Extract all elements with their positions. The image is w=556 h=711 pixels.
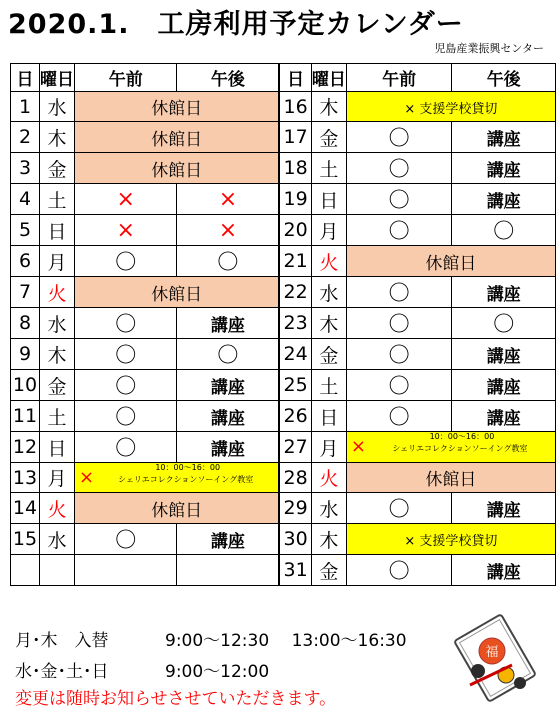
hours-line-1: [15, 626, 407, 651]
am-cell: [346, 555, 452, 586]
pm-cell: [452, 370, 556, 401]
calendar-row: [11, 308, 556, 339]
day-number: 1: [11, 92, 40, 122]
circle-mark-icon: 〇: [115, 343, 137, 367]
day-number: 30: [279, 524, 311, 555]
hours-days-2: 水･金･土･日: [15, 662, 109, 682]
mascot-icon: [450, 613, 540, 703]
header-row: [11, 64, 556, 92]
organization-name: 児島産業振興センター: [434, 42, 544, 55]
day-number: 22: [279, 277, 311, 308]
event-time: 10：00～16：00: [155, 463, 221, 472]
hours-times-1: 9:00～12:30 13:00～16:30: [165, 631, 407, 651]
day-number: 27: [279, 432, 311, 463]
weekday-label: 水: [39, 524, 74, 555]
calendar-row: [11, 524, 556, 555]
circle-mark-icon: 〇: [388, 312, 410, 336]
event-name: シェリエコレクションソーイング教室: [392, 444, 528, 453]
day-number: 3: [11, 153, 40, 184]
closed-day-cell: [346, 246, 555, 277]
circle-mark-icon: 〇: [217, 343, 239, 367]
calendar-row: [11, 215, 556, 246]
empty-cell: [177, 555, 279, 586]
circle-mark-icon: 〇: [115, 312, 137, 336]
circle-mark-icon: 〇: [493, 219, 515, 243]
calendar-table: [10, 63, 556, 586]
weekday-label: 火: [39, 277, 74, 308]
weekday-label: 月: [311, 432, 346, 463]
am-cell: [74, 370, 176, 401]
lecture-label: 講座: [210, 408, 245, 429]
weekday-label: 日: [39, 215, 74, 246]
am-cell: [74, 308, 176, 339]
pm-cell: [452, 215, 556, 246]
reserved-cell: [346, 92, 555, 122]
day-number: 28: [279, 463, 311, 493]
day-number: 19: [279, 184, 311, 215]
pm-cell: [452, 308, 556, 339]
change-notice: 変更は随時お知らせさせていただきます。: [15, 689, 337, 709]
lecture-label: 講座: [486, 160, 521, 181]
day-number: 18: [279, 153, 311, 184]
header-pm: 午後: [452, 64, 556, 92]
weekday-label: 水: [39, 92, 74, 122]
closed-day-cell: [74, 92, 279, 122]
day-number: 10: [11, 370, 40, 401]
closed-label: 休館日: [151, 160, 203, 181]
weekday-label: 火: [39, 493, 74, 524]
calendar-row: [11, 401, 556, 432]
pm-cell: [177, 308, 279, 339]
day-number: 15: [11, 524, 40, 555]
pm-cell: [177, 401, 279, 432]
am-cell: [74, 401, 176, 432]
circle-mark-icon: 〇: [115, 436, 137, 460]
am-cell: [74, 339, 176, 370]
weekday-label: 土: [39, 401, 74, 432]
weekday-label: 火: [311, 246, 346, 277]
closed-label: 休館日: [151, 500, 203, 521]
weekday-label: 火: [311, 463, 346, 493]
pm-cell: [177, 215, 279, 246]
lecture-label: 講座: [486, 346, 521, 367]
cross-mark-icon: ×: [116, 186, 135, 212]
circle-mark-icon: 〇: [115, 405, 137, 429]
day-number: 13: [11, 463, 40, 493]
weekday-label: 月: [39, 246, 74, 277]
day-number: 26: [279, 401, 311, 432]
weekday-label: 水: [39, 308, 74, 339]
pm-cell: [452, 555, 556, 586]
circle-mark-icon: 〇: [388, 374, 410, 398]
circle-mark-icon: 〇: [115, 250, 137, 274]
header-am: 午前: [346, 64, 452, 92]
circle-mark-icon: 〇: [493, 312, 515, 336]
day-number: 23: [279, 308, 311, 339]
circle-mark-icon: 〇: [115, 374, 137, 398]
weekday-label: 土: [311, 153, 346, 184]
event-cell: [346, 432, 555, 463]
pm-cell: [452, 493, 556, 524]
reserved-label: × 支援学校貸切: [404, 101, 498, 117]
header-pm: 午後: [177, 64, 279, 92]
am-cell: [346, 153, 452, 184]
closed-day-cell: [74, 153, 279, 184]
closed-label: 休館日: [151, 99, 203, 119]
weekday-label: 水: [311, 277, 346, 308]
hours-days-1: 月･木 入替: [15, 631, 109, 651]
lecture-label: 講座: [486, 408, 521, 429]
closed-day-cell: [74, 122, 279, 153]
weekday-label: 月: [39, 463, 74, 493]
day-number: 24: [279, 339, 311, 370]
mascot-badge-text: 福: [485, 645, 499, 660]
lecture-label: 講座: [486, 129, 521, 150]
hours-line-2: [15, 657, 269, 682]
day-number: 20: [279, 215, 311, 246]
day-number: [11, 555, 40, 586]
hours-times-2: 9:00～12:00: [165, 662, 270, 682]
pm-cell: [177, 432, 279, 463]
day-number: 21: [279, 246, 311, 277]
day-number: 8: [11, 308, 40, 339]
pm-cell: [452, 122, 556, 153]
day-number: 12: [11, 432, 40, 463]
lecture-label: 講座: [486, 284, 521, 305]
weekday-label: 木: [311, 92, 346, 122]
day-number: 14: [11, 493, 40, 524]
am-cell: [346, 277, 452, 308]
closed-day-cell: [346, 463, 555, 493]
cross-mark-icon: ×: [350, 436, 366, 457]
weekday-label: 土: [39, 184, 74, 215]
calendar-row: [11, 184, 556, 215]
closed-day-cell: [74, 493, 279, 524]
calendar-row: [11, 92, 556, 122]
lecture-label: 講座: [210, 315, 245, 336]
calendar-row: [11, 493, 556, 524]
closed-day-cell: [74, 277, 279, 308]
calendar-row: [11, 370, 556, 401]
lecture-label: 講座: [486, 377, 521, 398]
event-time: 10：00～16：00: [429, 432, 495, 441]
pm-cell: [452, 184, 556, 215]
lecture-label: 講座: [210, 377, 245, 398]
lecture-label: 講座: [486, 191, 521, 212]
weekday-label: 日: [311, 184, 346, 215]
header-weekday: 曜日: [311, 64, 346, 92]
weekday-label: 木: [39, 339, 74, 370]
weekday-label: 金: [311, 122, 346, 153]
header-weekday: 曜日: [39, 64, 74, 92]
am-cell: [346, 339, 452, 370]
circle-mark-icon: 〇: [388, 343, 410, 367]
am-cell: [346, 493, 452, 524]
cross-mark-icon: ×: [78, 467, 95, 488]
closed-label: 休館日: [425, 470, 477, 490]
weekday-label: 水: [311, 493, 346, 524]
pm-cell: [177, 370, 279, 401]
circle-mark-icon: 〇: [388, 219, 410, 243]
calendar-row: [11, 463, 556, 493]
weekday-label: 木: [311, 308, 346, 339]
pm-cell: [452, 339, 556, 370]
reserved-label: × 支援学校貸切: [404, 534, 498, 549]
am-cell: [74, 184, 176, 215]
am-cell: [346, 401, 452, 432]
calendar-row: [11, 555, 556, 586]
pm-cell: [452, 153, 556, 184]
calendar-row: [11, 432, 556, 463]
day-number: 4: [11, 184, 40, 215]
pm-cell: [177, 339, 279, 370]
weekday-label: 日: [311, 401, 346, 432]
event-name: シェリエコレクションソーイング教室: [118, 475, 254, 484]
am-cell: [74, 215, 176, 246]
cross-mark-icon: ×: [218, 186, 238, 212]
am-cell: [74, 524, 176, 555]
pm-cell: [177, 246, 279, 277]
reserved-cell: [346, 524, 555, 555]
circle-mark-icon: 〇: [388, 188, 410, 212]
day-number: 9: [11, 339, 40, 370]
calendar-row: [11, 277, 556, 308]
weekday-label: 月: [311, 215, 346, 246]
calendar-row: [11, 153, 556, 184]
pm-cell: [452, 277, 556, 308]
lecture-label: 講座: [210, 439, 245, 460]
day-number: 17: [279, 122, 311, 153]
page-title: 2020.1. 工房利用予定カレンダー: [8, 9, 464, 40]
closed-label: 休館日: [151, 129, 203, 150]
pm-cell: [177, 184, 279, 215]
circle-mark-icon: 〇: [388, 126, 410, 150]
calendar-row: [11, 122, 556, 153]
weekday-label: 金: [311, 339, 346, 370]
circle-mark-icon: 〇: [388, 281, 410, 305]
calendar-row: [11, 339, 556, 370]
day-number: 11: [11, 401, 40, 432]
weekday-label: 金: [39, 370, 74, 401]
lecture-label: 講座: [486, 562, 521, 583]
circle-mark-icon: 〇: [115, 528, 137, 552]
am-cell: [74, 432, 176, 463]
am-cell: [346, 308, 452, 339]
event-cell: [74, 463, 279, 493]
am-cell: [346, 215, 452, 246]
calendar-row: [11, 246, 556, 277]
circle-mark-icon: 〇: [388, 405, 410, 429]
closed-label: 休館日: [425, 253, 477, 274]
weekday-label: 金: [39, 153, 74, 184]
lecture-label: 講座: [486, 500, 521, 521]
circle-mark-icon: 〇: [388, 559, 410, 583]
weekday-label: 木: [39, 122, 74, 153]
day-number: 25: [279, 370, 311, 401]
pm-cell: [177, 524, 279, 555]
weekday-label: [39, 555, 74, 586]
day-number: 7: [11, 277, 40, 308]
weekday-label: 金: [311, 555, 346, 586]
weekday-label: 土: [311, 370, 346, 401]
weekday-label: 日: [39, 432, 74, 463]
day-number: 5: [11, 215, 40, 246]
am-cell: [346, 122, 452, 153]
weekday-label: 木: [311, 524, 346, 555]
cross-mark-icon: ×: [116, 217, 135, 243]
pm-cell: [452, 401, 556, 432]
lecture-label: 講座: [210, 531, 245, 552]
am-cell: [346, 184, 452, 215]
empty-cell: [74, 555, 176, 586]
day-number: 31: [279, 555, 311, 586]
day-number: 6: [11, 246, 40, 277]
circle-mark-icon: 〇: [217, 250, 239, 274]
header-day: 日: [11, 64, 40, 92]
day-number: 16: [279, 92, 311, 122]
circle-mark-icon: 〇: [388, 497, 410, 521]
closed-label: 休館日: [151, 284, 203, 305]
day-number: 29: [279, 493, 311, 524]
am-cell: [346, 370, 452, 401]
cross-mark-icon: ×: [218, 217, 238, 243]
am-cell: [74, 246, 176, 277]
day-number: 2: [11, 122, 40, 153]
circle-mark-icon: 〇: [388, 157, 410, 181]
header-day: 日: [279, 64, 311, 92]
header-am: 午前: [74, 64, 176, 92]
